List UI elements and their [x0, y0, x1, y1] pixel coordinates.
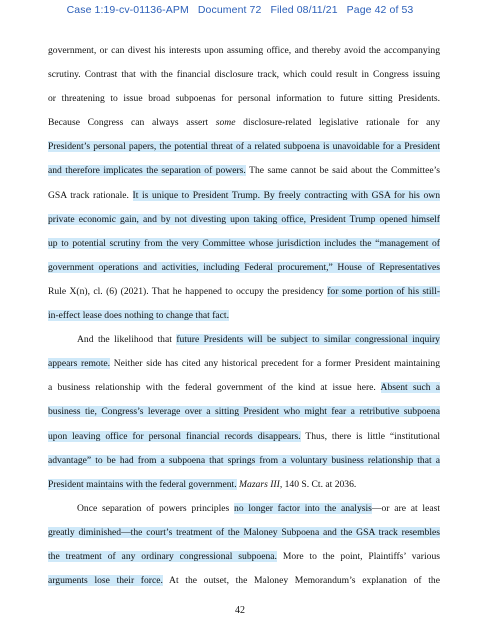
highlighted-text: arguments lose their force.: [48, 575, 163, 587]
text-line: [48, 331, 440, 355]
text-segment: Because Congress can always assert: [48, 117, 216, 129]
text-segment: , 140 S. Ct. at 2036.: [279, 478, 357, 490]
highlighted-text: appears remote.: [48, 358, 111, 370]
text-line: [48, 235, 440, 259]
highlighted-text: for some portion of his still-: [327, 285, 441, 297]
text-line: [48, 90, 440, 114]
highlighted-text: It is unique to President Trump. By freely contracting with GSA for his own: [132, 189, 440, 201]
highlighted-text: President maintains with the federal government.: [48, 478, 237, 490]
text-segment: Thus, there is little “institutional: [300, 430, 440, 442]
text-line: [48, 138, 440, 162]
highlighted-text: government operations and activities, including Federal procurement,” House of Representatives: [48, 261, 440, 273]
highlighted-text: upon leaving office for personal financial records disappears.: [48, 430, 301, 442]
text-segment: GSA track rationale.: [48, 189, 133, 201]
text-line: [48, 355, 440, 379]
highlighted-text: up to potential scrutiny from the very Committee whose jurisdiction includes the “management of: [48, 237, 440, 249]
text-segment: And the likelihood that: [77, 334, 177, 346]
text-line: [48, 114, 440, 138]
highlighted-text: in-effect lease does nothing to change that fact.: [48, 310, 229, 322]
text-segment: some: [215, 117, 236, 129]
text-line: [48, 162, 440, 186]
text-line: [48, 524, 440, 548]
ecf-filing-header: [0, 4, 480, 16]
text-line: [48, 403, 440, 427]
document-number: Document 72: [197, 4, 262, 16]
text-line: [48, 259, 440, 283]
highlighted-text: Absent such a: [380, 382, 440, 394]
text-segment: Once separation of powers principles: [77, 502, 235, 514]
text-line: [48, 283, 440, 307]
text-segment: Neither side has cited any historical precedent for a former President maintaining: [110, 358, 440, 370]
highlighted-text: advantage” to be had from a subpoena that springs from a voluntary business relationship that a: [48, 454, 440, 466]
text-segment: government, or can divest his interests upon assuming office, and thereby avoid the accompanying: [48, 45, 440, 56]
highlighted-text: business tie, Congress’s leverage over a sitting President who might fear a retributive subpoena: [48, 406, 440, 418]
highlighted-text: no longer factor into the analysis: [234, 502, 372, 514]
highlighted-text: and therefore implicates the separation of powers.: [48, 165, 246, 177]
text-line: [48, 379, 440, 403]
case-number: Case 1:19-cv-01136-APM: [66, 4, 189, 16]
text-line: [48, 187, 440, 211]
text-line: [48, 572, 440, 596]
text-segment: Rule X(n), cl. (6) (2021). That he happened to occupy the presidency: [48, 285, 328, 297]
text-segment: a business relationship with the federal government of the kind at issue here.: [48, 382, 381, 394]
text-line: [48, 452, 440, 476]
page-count: Page 42 of 53: [346, 4, 414, 16]
text-line: [48, 548, 440, 572]
text-line: [48, 211, 440, 235]
page-number: 42: [235, 605, 245, 616]
filed-date: Filed 08/11/21: [270, 4, 338, 16]
body-text: [48, 42, 440, 596]
text-line: [48, 428, 440, 452]
text-line: [48, 476, 440, 500]
text-segment: At the outset, the Maloney Memorandum’s explanation of the: [162, 575, 440, 587]
highlighted-text: the treatment of any ordinary congressional subpoena.: [48, 550, 277, 562]
text-segment: —or are at least: [371, 502, 440, 514]
text-segment: disclosure-related legislative rationale for any: [235, 117, 440, 129]
text-segment: More to the point, Plaintiffs’ various: [276, 550, 440, 562]
text-line: [48, 500, 440, 524]
highlighted-text: greatly diminished—the court’s treatment of the Maloney Subpoena and the GSA track resembles: [48, 526, 440, 538]
text-segment: scrutiny. Contrast that with the financial disclosure track, which could result in Congress issuing: [48, 69, 440, 81]
text-line: [48, 307, 440, 331]
text-segment: Mazars III: [239, 478, 280, 490]
text-segment: The same cannot be said about the Committee’s: [245, 165, 440, 177]
highlighted-text: President’s personal papers, the potential threat of a related subpoena is unavoidable for a President: [48, 141, 440, 153]
text-segment: or threatening to issue broad subpoenas for personal information to future sitting Presidents.: [48, 93, 440, 105]
text-line: [48, 42, 440, 66]
highlighted-text: future Presidents will be subject to similar congressional inquiry: [176, 334, 440, 346]
text-line: [48, 66, 440, 90]
highlighted-text: private economic gain, and by not divesting upon taking office, President Trump opened himself: [48, 213, 440, 225]
